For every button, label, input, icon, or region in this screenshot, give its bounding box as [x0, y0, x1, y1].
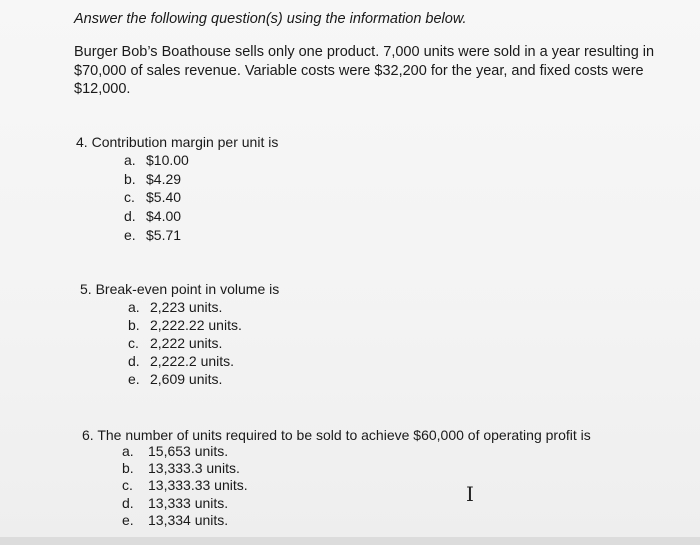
- answer-option[interactable]: [122, 460, 240, 477]
- option-text: 2,223 units.: [150, 299, 223, 315]
- option-letter: c.: [124, 189, 135, 205]
- question-number: 4.: [76, 134, 88, 150]
- answer-option[interactable]: [124, 171, 181, 188]
- option-letter: e.: [128, 371, 140, 387]
- option-text: 2,222 units.: [150, 335, 223, 351]
- option-letter: b.: [122, 460, 134, 476]
- option-text: $4.29: [146, 171, 182, 187]
- option-text: $10.00: [146, 152, 189, 168]
- option-text: 2,609 units.: [150, 371, 223, 387]
- option-letter: a.: [122, 443, 134, 459]
- option-letter: d.: [122, 495, 134, 511]
- question-number: 6.: [82, 427, 94, 443]
- answer-option[interactable]: [128, 299, 222, 316]
- option-letter: e.: [122, 512, 134, 528]
- option-letter: c.: [122, 477, 133, 493]
- option-letter: e.: [124, 227, 136, 243]
- option-text: 13,333 units.: [148, 495, 229, 511]
- page-bottom-edge: [0, 537, 700, 545]
- question-5: [80, 281, 279, 298]
- option-text: $4.00: [146, 208, 182, 224]
- option-text: 2,222.22 units.: [150, 317, 242, 333]
- answer-option[interactable]: [124, 227, 181, 244]
- instructions-heading: Answer the following question(s) using the information below.: [74, 11, 467, 27]
- answer-option[interactable]: [122, 443, 228, 460]
- option-text: 13,333.33 units.: [148, 477, 248, 493]
- answer-option[interactable]: [122, 495, 228, 512]
- option-letter: c.: [128, 335, 139, 351]
- answer-option[interactable]: [124, 208, 181, 225]
- option-letter: b.: [124, 171, 136, 187]
- option-text: $5.40: [146, 189, 182, 205]
- answer-option[interactable]: [124, 152, 189, 169]
- option-letter: b.: [128, 317, 140, 333]
- question-text: The number of units required to be sold to achieve $60,000 of operating profit is: [97, 427, 591, 443]
- answer-option[interactable]: [128, 335, 222, 352]
- option-letter: a.: [124, 152, 136, 168]
- question-4: [76, 134, 278, 151]
- question-number: 5.: [80, 281, 92, 297]
- intro-line-3: $12,000.: [74, 81, 131, 97]
- answer-option[interactable]: [122, 477, 248, 494]
- answer-option[interactable]: [128, 353, 234, 370]
- answer-option[interactable]: [128, 371, 222, 388]
- question-6: [82, 427, 591, 444]
- option-text: 2,222.2 units.: [150, 353, 235, 369]
- answer-option[interactable]: [122, 512, 228, 529]
- answer-option[interactable]: [128, 317, 242, 334]
- option-letter: a.: [128, 299, 140, 315]
- intro-line-2: $70,000 of sales revenue. Variable costs were $32,200 for the year, and fixed costs were: [74, 63, 644, 79]
- question-text: Contribution margin per unit is: [91, 134, 279, 150]
- answer-option[interactable]: [124, 189, 181, 206]
- option-text: 13,334 units.: [148, 512, 229, 528]
- option-text: 15,653 units.: [148, 443, 229, 459]
- text-cursor-icon: I: [466, 482, 474, 506]
- option-text: $5.71: [146, 227, 182, 243]
- option-text: 13,333.3 units.: [148, 460, 240, 476]
- option-letter: d.: [128, 353, 140, 369]
- option-letter: d.: [124, 208, 136, 224]
- intro-line-1: Burger Bob’s Boathouse sells only one product. 7,000 units were sold in a year resulting in: [74, 44, 655, 60]
- question-text: Break-even point in volume is: [95, 281, 280, 297]
